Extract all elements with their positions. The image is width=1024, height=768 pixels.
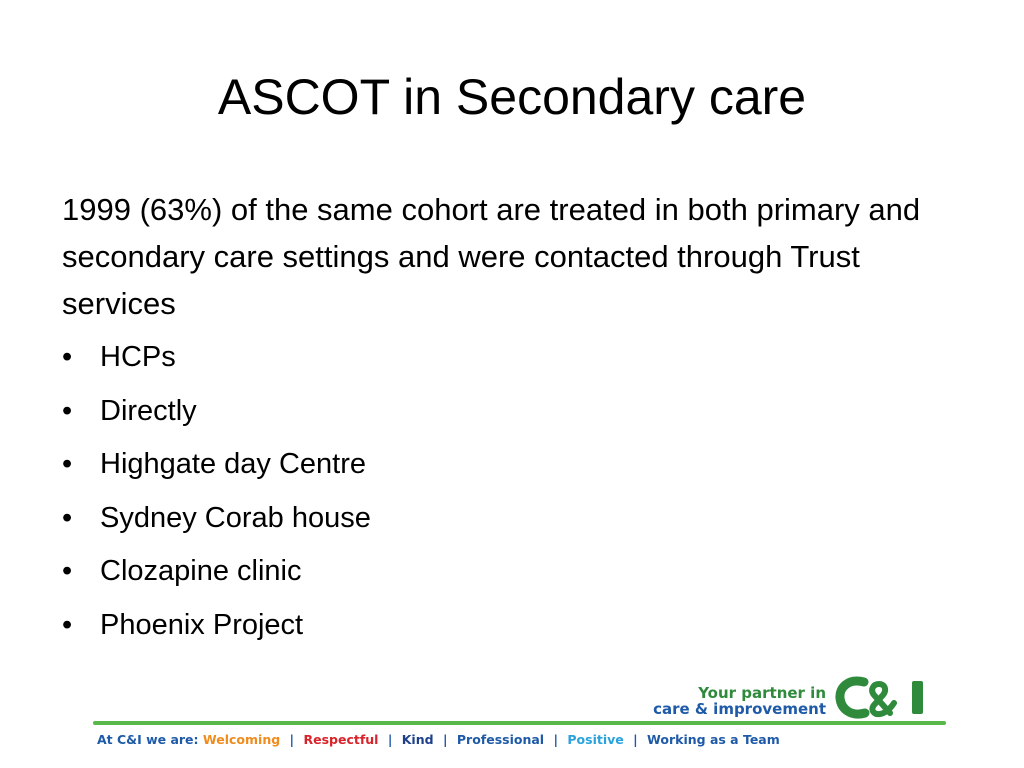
bullet-text: Sydney Corab house <box>100 501 371 534</box>
bullet-text: Highgate day Centre <box>100 448 366 480</box>
values-bar <box>97 731 946 749</box>
footer-banner <box>93 675 946 752</box>
bullet-item <box>62 545 942 599</box>
bullet-dot: • <box>62 501 73 534</box>
bullet-item <box>62 492 942 546</box>
bullet-dot: • <box>62 341 73 373</box>
bullet-text: Clozapine clinic <box>100 555 302 587</box>
value-team: Working as a Team <box>647 732 780 747</box>
slide-title: ASCOT in Secondary care <box>217 69 807 125</box>
bullet-text: HCPs <box>100 341 176 373</box>
bullet-list <box>62 331 942 652</box>
bullet-dot: • <box>62 555 73 587</box>
slide-body <box>62 186 942 652</box>
value-separator: | <box>442 732 448 747</box>
tagline-line1: Your partner in <box>698 684 826 702</box>
footer-divider <box>93 721 946 725</box>
values-prefix: At C&I we are: <box>97 732 199 747</box>
bullet-dot: • <box>62 394 73 427</box>
value-positive: Positive <box>567 732 624 747</box>
bullet-dot: • <box>62 608 73 641</box>
bullet-text: Directly <box>100 394 197 427</box>
value-separator: | <box>633 732 638 747</box>
intro-paragraph: 1999 (63%) of the same cohort are treated in both primary and secondary care settings and were contacted through Trust services <box>62 192 921 321</box>
bullet-item <box>62 599 942 653</box>
bullet-dot: • <box>62 448 73 480</box>
bullet-text: Phoenix Project <box>100 608 304 641</box>
value-kind: Kind <box>401 732 434 747</box>
value-separator: | <box>387 732 393 747</box>
value-welcoming: Welcoming <box>202 732 281 747</box>
bullet-item <box>62 438 942 492</box>
value-separator: | <box>289 732 295 747</box>
value-respectful: Respectful <box>303 732 379 747</box>
ci-logo <box>834 675 934 721</box>
value-separator: | <box>553 732 559 747</box>
bullet-item <box>62 385 942 439</box>
bullet-item <box>62 331 942 385</box>
tagline-line2: care & improvement <box>653 700 826 718</box>
footer-tagline <box>653 685 826 717</box>
value-professional: Professional <box>456 732 545 747</box>
